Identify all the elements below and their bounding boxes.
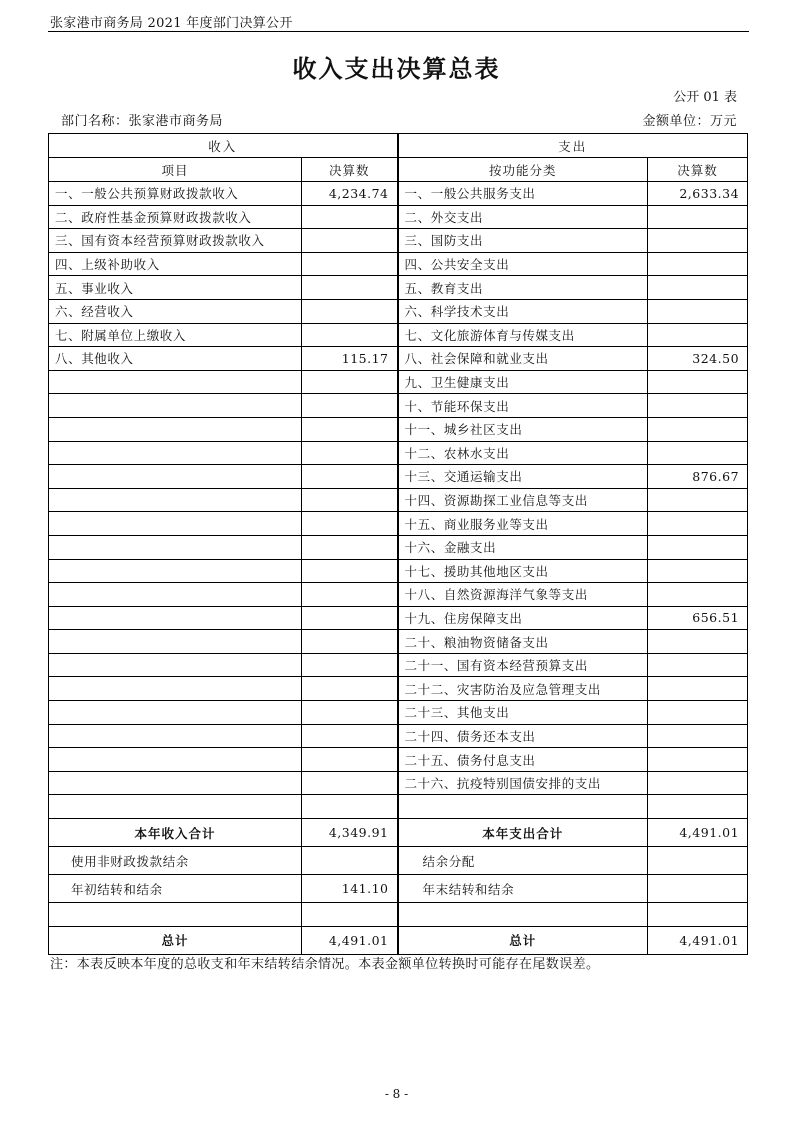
expense-item: 二十一、国有资本经营预算支出	[398, 653, 648, 677]
expense-item: 十六、金融支出	[398, 535, 648, 559]
expense-item: 四、公共安全支出	[398, 252, 648, 276]
income-amount	[302, 771, 398, 795]
expense-item: 十八、自然资源海洋气象等支出	[398, 583, 648, 607]
table-row	[49, 205, 748, 229]
expense-item: 九、卫生健康支出	[398, 370, 648, 394]
grand-total-label-right: 总计	[398, 926, 648, 954]
income-item	[49, 512, 302, 536]
expense-amount	[648, 205, 748, 229]
table-row	[49, 394, 748, 418]
table-cell	[648, 795, 748, 819]
expense-amount	[648, 229, 748, 253]
income-item	[49, 701, 302, 725]
expense-amount: 324.50	[648, 347, 748, 371]
expense-amount	[648, 677, 748, 701]
nonfiscal-label: 使用非财政拨款结余	[49, 847, 302, 875]
header-rule	[48, 31, 749, 32]
table-row	[49, 229, 748, 253]
income-item	[49, 630, 302, 654]
opening-balance-label: 年初结转和结余	[49, 875, 302, 903]
carryover-row	[49, 875, 748, 903]
income-item: 八、其他收入	[49, 347, 302, 371]
table-cell	[648, 903, 748, 927]
amount-unit: 金额单位：万元	[642, 114, 737, 129]
expense-item: 十二、农林水支出	[398, 441, 648, 465]
table-row	[49, 323, 748, 347]
table-row	[49, 771, 748, 795]
closing-balance-amount	[648, 875, 748, 903]
expense-item: 一、一般公共服务支出	[398, 182, 648, 206]
income-amount	[302, 724, 398, 748]
grand-total-label-left: 总计	[49, 926, 302, 954]
expense-amount	[648, 323, 748, 347]
income-amount	[302, 323, 398, 347]
expense-amount	[648, 417, 748, 441]
income-item	[49, 606, 302, 630]
closing-balance-label: 年末结转和结余	[398, 875, 648, 903]
blank-row	[49, 903, 748, 927]
income-amount	[302, 748, 398, 772]
nonfiscal-row	[49, 847, 748, 875]
income-amount	[302, 583, 398, 607]
expense-amount	[648, 512, 748, 536]
expense-item: 十五、商业服务业等支出	[398, 512, 648, 536]
table-row	[49, 701, 748, 725]
page-title: 收入支出决算总表	[292, 55, 501, 83]
table-cell	[302, 795, 398, 819]
expense-item: 二十六、抗疫特别国债安排的支出	[398, 771, 648, 795]
income-amount	[302, 370, 398, 394]
expense-item: 十九、住房保障支出	[398, 606, 648, 630]
income-item: 三、国有资本经营预算财政拨款收入	[49, 229, 302, 253]
section-header-row	[49, 134, 748, 158]
table-row	[49, 677, 748, 701]
expense-item: 二十、粮油物资储备支出	[398, 630, 648, 654]
income-item: 六、经营收入	[49, 299, 302, 323]
table-row	[49, 417, 748, 441]
expense-amount: 2,633.34	[648, 182, 748, 206]
running-header: 张家港市商务局 2021 年度部门决算公开	[50, 16, 293, 31]
expense-item: 二十五、债务付息支出	[398, 748, 648, 772]
income-amount	[302, 535, 398, 559]
table-row	[49, 347, 748, 371]
expense-amount	[648, 488, 748, 512]
income-amount	[302, 465, 398, 489]
income-amount	[302, 394, 398, 418]
expense-amount	[648, 748, 748, 772]
income-item	[49, 653, 302, 677]
table-row	[49, 252, 748, 276]
table-row	[49, 441, 748, 465]
table-row	[49, 276, 748, 300]
expense-item: 十四、资源勘探工业信息等支出	[398, 488, 648, 512]
expense-amount: 656.51	[648, 606, 748, 630]
table-row	[49, 512, 748, 536]
income-amount	[302, 205, 398, 229]
expense-item: 二、外交支出	[398, 205, 648, 229]
annual-total-row	[49, 819, 748, 847]
expense-amount	[648, 252, 748, 276]
expense-item: 七、文化旅游体育与传媒支出	[398, 323, 648, 347]
col-header-function: 按功能分类	[398, 158, 648, 182]
table-cell	[398, 903, 648, 927]
expense-amount	[648, 370, 748, 394]
nonfiscal-amount	[302, 847, 398, 875]
income-amount	[302, 229, 398, 253]
expense-amount	[648, 653, 748, 677]
income-amount	[302, 488, 398, 512]
income-item	[49, 465, 302, 489]
income-total-label: 本年收入合计	[49, 819, 302, 847]
expense-item: 三、国防支出	[398, 229, 648, 253]
income-amount	[302, 630, 398, 654]
table-cell	[49, 903, 302, 927]
table-cell	[302, 903, 398, 927]
income-item: 四、上级补助收入	[49, 252, 302, 276]
surplus-distribution-amount	[648, 847, 748, 875]
expense-item: 八、社会保障和就业支出	[398, 347, 648, 371]
income-amount: 4,234.74	[302, 182, 398, 206]
expense-amount	[648, 559, 748, 583]
expense-amount	[648, 276, 748, 300]
income-total-amount: 4,349.91	[302, 819, 398, 847]
expense-item: 十一、城乡社区支出	[398, 417, 648, 441]
form-code: 公开 01 表	[673, 90, 737, 105]
income-amount	[302, 299, 398, 323]
income-amount	[302, 677, 398, 701]
expense-amount	[648, 441, 748, 465]
expense-item: 十、节能环保支出	[398, 394, 648, 418]
expense-item: 二十三、其他支出	[398, 701, 648, 725]
income-item	[49, 748, 302, 772]
income-item: 一、一般公共预算财政拨款收入	[49, 182, 302, 206]
income-expense-table	[48, 133, 748, 955]
income-amount	[302, 417, 398, 441]
expense-item: 五、教育支出	[398, 276, 648, 300]
grand-total-amount-left: 4,491.01	[302, 926, 398, 954]
table-row	[49, 299, 748, 323]
expense-item: 十三、交通运输支出	[398, 465, 648, 489]
income-amount	[302, 606, 398, 630]
expense-amount	[648, 771, 748, 795]
table-note: 注：本表反映本年度的总收支和年末结转结余情况。本表金额单位转换时可能存在尾数误差。	[50, 957, 600, 972]
income-item	[49, 559, 302, 583]
table-row	[49, 488, 748, 512]
page-number: - 8 -	[384, 1087, 409, 1101]
department-name: 部门名称：张家港市商务局	[61, 114, 224, 129]
table-row	[49, 630, 748, 654]
income-item: 二、政府性基金预算财政拨款收入	[49, 205, 302, 229]
expense-total-label: 本年支出合计	[398, 819, 648, 847]
expense-amount	[648, 299, 748, 323]
table-row	[49, 724, 748, 748]
table-row	[49, 465, 748, 489]
grand-total-row	[49, 926, 748, 954]
income-item	[49, 677, 302, 701]
table-row	[49, 535, 748, 559]
income-amount	[302, 276, 398, 300]
table-row	[49, 606, 748, 630]
table-row	[49, 370, 748, 394]
income-amount	[302, 441, 398, 465]
table-cell	[398, 795, 648, 819]
expense-item: 十七、援助其他地区支出	[398, 559, 648, 583]
expense-item: 六、科学技术支出	[398, 299, 648, 323]
expense-amount	[648, 394, 748, 418]
grand-total-amount-right: 4,491.01	[648, 926, 748, 954]
income-item: 五、事业收入	[49, 276, 302, 300]
income-item	[49, 394, 302, 418]
expense-amount	[648, 724, 748, 748]
expense-total-amount: 4,491.01	[648, 819, 748, 847]
table-row	[49, 653, 748, 677]
surplus-distribution-label: 结余分配	[398, 847, 648, 875]
income-item	[49, 771, 302, 795]
blank-row	[49, 795, 748, 819]
expense-amount	[648, 630, 748, 654]
income-amount: 115.17	[302, 347, 398, 371]
income-amount	[302, 252, 398, 276]
income-item	[49, 724, 302, 748]
expense-amount: 876.67	[648, 465, 748, 489]
table-row	[49, 583, 748, 607]
expense-item: 二十二、灾害防治及应急管理支出	[398, 677, 648, 701]
table-cell	[49, 795, 302, 819]
column-header-row	[49, 158, 748, 182]
expense-item: 二十四、债务还本支出	[398, 724, 648, 748]
income-amount	[302, 653, 398, 677]
expense-amount	[648, 701, 748, 725]
opening-balance-amount: 141.10	[302, 875, 398, 903]
income-item	[49, 535, 302, 559]
expense-amount	[648, 535, 748, 559]
income-amount	[302, 701, 398, 725]
income-amount	[302, 559, 398, 583]
col-header-amount: 决算数	[302, 158, 398, 182]
income-item	[49, 370, 302, 394]
table-row	[49, 748, 748, 772]
income-amount	[302, 512, 398, 536]
income-item: 七、附属单位上缴收入	[49, 323, 302, 347]
income-item	[49, 441, 302, 465]
table-row	[49, 559, 748, 583]
col-header-item: 项目	[49, 158, 302, 182]
col-header-amount-expense: 决算数	[648, 158, 748, 182]
income-item	[49, 583, 302, 607]
income-item	[49, 417, 302, 441]
income-section-header: 收入	[49, 134, 398, 158]
table-row	[49, 182, 748, 206]
income-item	[49, 488, 302, 512]
expense-section-header: 支出	[398, 134, 748, 158]
expense-amount	[648, 583, 748, 607]
